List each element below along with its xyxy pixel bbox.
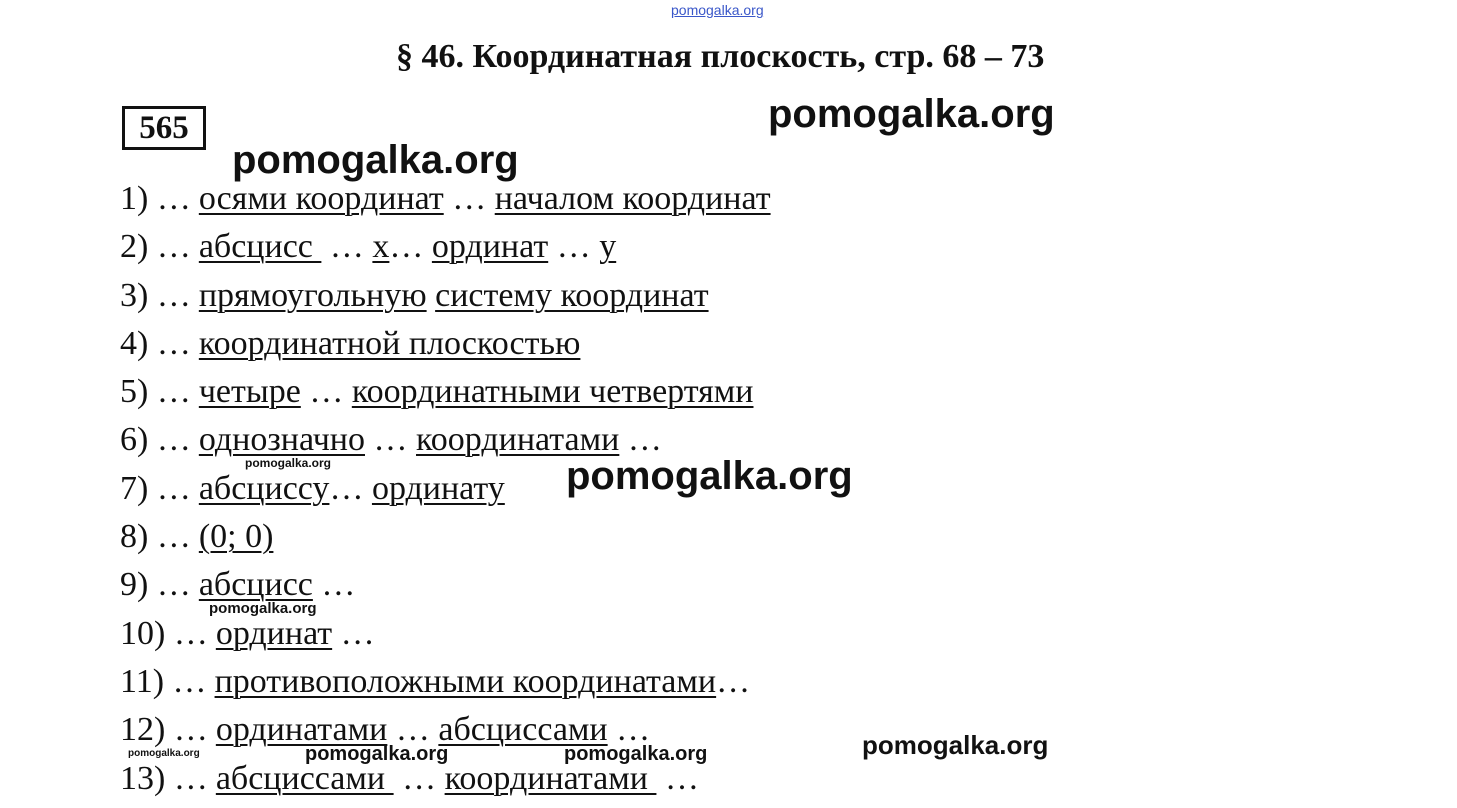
line-number: 12) … xyxy=(120,711,208,749)
answer-text: у xyxy=(599,228,617,266)
answer-text: противоположными координатами xyxy=(214,662,717,700)
watermark: pomogalka.org xyxy=(128,748,200,759)
watermark: pomogalka.org xyxy=(566,454,853,498)
watermark: pomogalka.org xyxy=(305,743,449,765)
answer-line xyxy=(120,223,771,271)
watermark: pomogalka.org xyxy=(564,743,708,765)
answer-text: осями координат xyxy=(198,180,444,217)
line-number: 13) … xyxy=(120,759,208,797)
watermark: pomogalka.org xyxy=(768,92,1055,136)
line-number: 1) … xyxy=(120,180,191,217)
ellipsis-text: … xyxy=(329,469,372,507)
answer-text: абсциссами xyxy=(438,711,608,749)
line-number: 9) … xyxy=(120,566,191,604)
ellipsis-text: … xyxy=(312,566,356,604)
ellipsis-text: … xyxy=(332,614,375,652)
line-number: 11) … xyxy=(120,662,207,700)
answer-text: абсциссами xyxy=(215,759,394,797)
line-number: 3) … xyxy=(120,276,191,314)
answer-text: координатами xyxy=(416,421,620,459)
ellipsis-text: … xyxy=(716,662,751,700)
ellipsis-text: … xyxy=(443,180,495,217)
answer-text: абсцисс xyxy=(198,228,322,266)
ellipsis-text: … xyxy=(607,711,651,749)
ellipsis-text: … xyxy=(300,373,352,411)
answer-text: абсциссу xyxy=(198,469,330,507)
answer-line xyxy=(120,272,771,320)
line-number: 7) … xyxy=(120,469,191,507)
ellipsis-text: … xyxy=(619,421,662,459)
ellipsis-text: … xyxy=(656,759,699,797)
answer-text: прямоугольную xyxy=(198,276,427,314)
line-number: 6) … xyxy=(120,421,191,459)
answer-text: четыре xyxy=(198,373,301,411)
ellipsis-text: … xyxy=(365,421,416,459)
answer-text: абсцисс xyxy=(198,566,313,604)
watermark: pomogalka.org xyxy=(862,730,1049,760)
answer-text: координатами xyxy=(444,759,657,797)
answer-line xyxy=(120,658,771,706)
watermark: pomogalka.org xyxy=(245,456,332,470)
answer-line xyxy=(120,320,771,368)
answer-text: координатной плоскостью xyxy=(198,324,581,362)
answer-text: ординат xyxy=(215,614,333,652)
answer-text: ординат xyxy=(431,228,549,266)
line-number: 5) … xyxy=(120,373,191,411)
watermark: pomogalka.org xyxy=(209,600,317,617)
ellipsis-text: … xyxy=(321,228,373,266)
line-number: 2) … xyxy=(120,228,191,266)
ellipsis-text: … xyxy=(548,228,600,266)
line-number: 8) … xyxy=(120,518,191,556)
ellipsis-text: … xyxy=(387,711,439,749)
ellipsis-text xyxy=(427,277,436,314)
answer-line xyxy=(120,368,771,416)
answer-text: ординату xyxy=(371,469,505,507)
line-number: 10) … xyxy=(120,614,208,652)
section-title: § 46. Координатная плоскость, стр. 68 – 73 xyxy=(396,38,1045,75)
ellipsis-text: … xyxy=(393,759,445,797)
answer-line xyxy=(120,513,771,561)
watermark: pomogalka.org xyxy=(232,138,519,182)
answer-text: однозначно xyxy=(198,421,365,459)
ellipsis-text: … xyxy=(389,228,432,266)
line-number: 4) … xyxy=(120,324,191,362)
answer-text: х xyxy=(372,228,390,266)
answer-text: ординатами xyxy=(215,711,388,749)
answer-text: (0; 0) xyxy=(198,518,274,556)
watermark-top-link[interactable]: pomogalka.org xyxy=(671,2,764,18)
answer-text: координатными четвертями xyxy=(351,373,754,411)
answer-text: началом координат xyxy=(494,180,771,217)
exercise-number-box: 565 xyxy=(122,106,206,150)
answer-text: систему координат xyxy=(435,276,709,314)
